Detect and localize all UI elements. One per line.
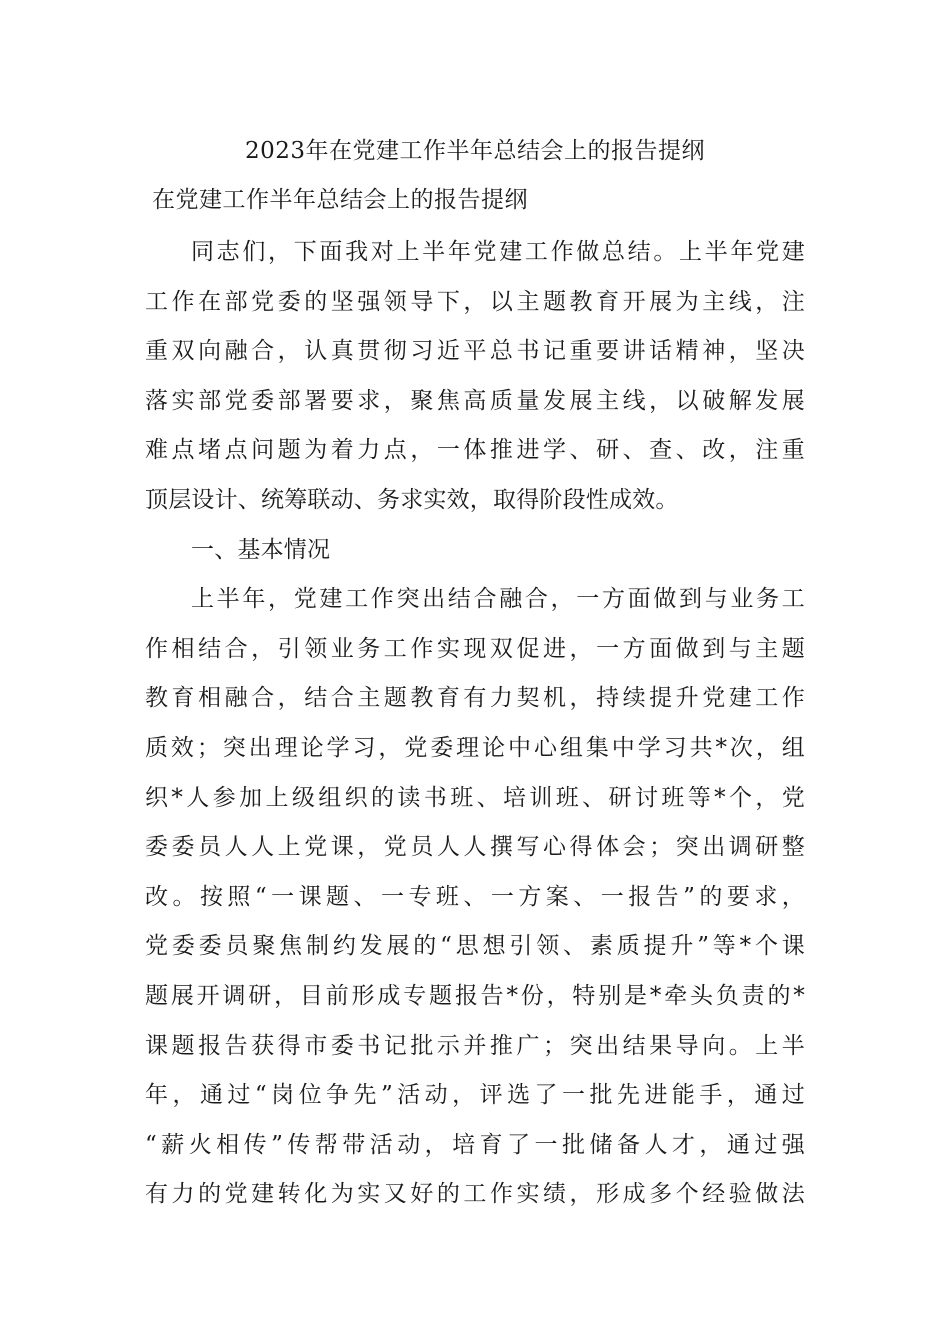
paragraph-line: 同志们，下面我对上半年党建工作做总结。上半年党建 — [191, 239, 805, 265]
paragraph-line: 委委员人人上党课，党员人人撰写心得体会；突出调研整 — [145, 834, 805, 861]
paragraph-line: 上半年，党建工作突出结合融合，一方面做到与业务工 — [191, 586, 805, 613]
paragraph-line: 课题报告获得市委书记批示并推广；突出结果导向。上半 — [145, 1032, 805, 1059]
document-body — [145, 228, 805, 1220]
paragraph-line: 顶层设计、统筹联动、务求实效，取得阶段性成效。 — [145, 486, 679, 513]
paragraph-line: 作相结合，引领业务工作实现双促进，一方面做到与主题 — [145, 635, 805, 662]
paragraph-line: 落实部党委部署要求，聚焦高质量发展主线，以破解发展 — [145, 387, 805, 414]
paragraph-line: “薪火相传”传帮带活动，培育了一批储备人才，通过强 — [145, 1131, 805, 1158]
paragraph-line: 改。按照“一课题、一专班、一方案、一报告”的要求， — [145, 883, 805, 910]
document-subtitle: 在党建工作半年总结会上的报告提纲 — [152, 187, 528, 213]
paragraph-line: 质效；突出理论学习，党委理论中心组集中学习共*次，组 — [145, 734, 805, 761]
paragraph-line: 难点堵点问题为着力点，一体推进学、研、查、改，注重 — [145, 437, 805, 464]
section-heading: 一、基本情况 — [191, 536, 331, 563]
paragraph-line: 年，通过“岗位争先”活动，评选了一批先进能手，通过 — [145, 1082, 805, 1109]
paragraph-line: 题展开调研，目前形成专题报告*份，特别是*牵头负责的* — [145, 982, 805, 1009]
paragraph-line: 工作在部党委的坚强领导下，以主题教育开展为主线，注 — [145, 288, 805, 315]
paragraph-line: 织*人参加上级组织的读书班、培训班、研讨班等*个，党 — [145, 784, 805, 811]
document-title: 2023年在党建工作半年总结会上的报告提纲 — [244, 138, 706, 164]
paragraph-line: 重双向融合，认真贯彻习近平总书记重要讲话精神，坚决 — [145, 338, 805, 365]
paragraph-line: 教育相融合，结合主题教育有力契机，持续提升党建工作 — [145, 685, 805, 712]
paragraph-line: 党委委员聚焦制约发展的“思想引领、素质提升”等*个课 — [145, 933, 805, 960]
paragraph-line: 有力的党建转化为实又好的工作实绩，形成多个经验做法 — [145, 1181, 805, 1208]
